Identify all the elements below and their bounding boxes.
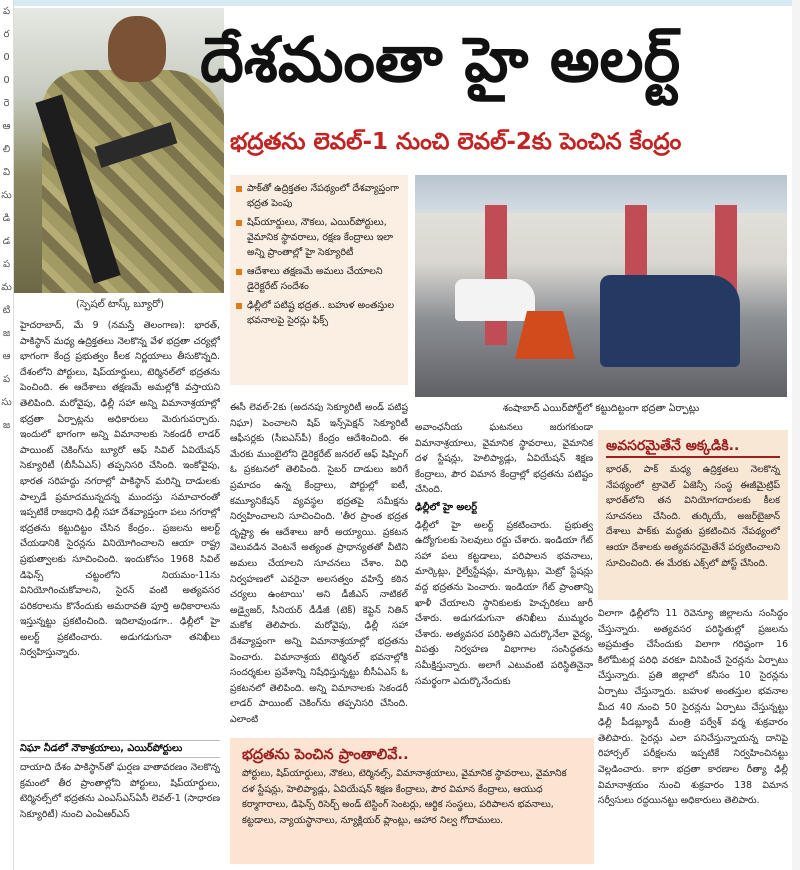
bullet-icon xyxy=(236,303,242,309)
advisory-title: అవసరమైతేనే అక్కడికి.. xyxy=(606,436,780,458)
strip-char: ప xyxy=(2,6,11,17)
strip-char: సు xyxy=(1,397,12,408)
strip-char: ర xyxy=(3,29,10,40)
paragraph: విలాగా ఢిల్లీలోని 11 రెవెన్యూ జిల్లాలను సంసిద్ధం చేస్తున్నారు. అత్యవసర పరిస్థితుల్లో ప్రజలను అప్రమత్తం చేసేందుకు విలాగా గరిష్ఠంగా 16 కిలోమీటర్ల పరిధి వరకూ వినిపించే సైరన్లను ఏర్పాటు చేస్తున్నారు. ప్రతి జిల్లాలో కనీసం 10 సైరన్లను ఏర్పాటు చేస్తున్నారు. బహుళ అంతస్తుల భవనాల మీద 40 నుంచి 50 సైరన్లను ఏర్పాటు చేస్తున్నట్టు ఢిల్లీ పీడబ్ల్యూడీ మంత్రి పర్వేశ్ వర్మ శుక్రవారం తెలిపారు. సైరన్లు ఎలా పనిచేస్తున్నాయన్న దానిపై రిహార్సల్ పరీక్షలను ఇప్పటికే నిర్వహించినట్టు వెల్లడించారు. కాగా భద్రతా కారణాల రీత్యా ఢిల్లీ విమానాశ్రయం నుంచి శుక్రవారం 138 విమాన సర్వీసులు రద్దయినట్టు అధికారులు తెలిపారు. xyxy=(598,608,788,807)
strip-char: జ xyxy=(2,328,11,339)
terminal-pillar xyxy=(485,205,507,345)
bullet-icon xyxy=(236,186,242,192)
strip-char: జ xyxy=(2,420,11,431)
byline: (స్పెషల్ టాస్క్ బ్యూరో) xyxy=(75,299,165,310)
strip-char: రె xyxy=(3,98,10,109)
strip-char: లి xyxy=(2,144,11,155)
paragraph: ఈసీ లెవల్-2కు (అదనపు సెక్యూరిటీ అండ్ పటిష్ట నిఘా) పెంచాలని షిప్ ఇన్స్‌పెక్షన్ సెక్యూరిటీ ఆఫీసర్లకు (సీఐఎస్‌పీ) కేంద్రం ఆదేశించింది. ఈ మేరకు ముంబైలోని డైరెక్టరేట్ జనరల్ ఆఫ్ షిప్పింగ్ ఓ ప్రకటనలో తెలిపింది. సైబర్ దాడులు జరిగే ప్రమాదం ఉన్న కేంద్రాలు, పోర్టుల్లో ఐటీ, కమ్యూనికేషన్ వ్యవస్థల భద్రతపై సమీక్షను నిర్వహించాలని సూచించింది. 'తీర ప్రాంత భద్రత దృష్ట్యా ఈ ఆదేశాలు జారీ అయ్యాయి. ప్రకటన వెలువడిన వెంటనే అత్యంత ప్రాధాన్యతతో వీటిని అమలు చేయాలని సూచనలు చేశాం. విధి నిర్వహణలో ఎవరైనా అలసత్వం వహిస్తే కఠిన చర్యలు ఉంటాయి' అని డీజీఎస్ నాటికల్ అడ్వైజర్, సీనియర్ డీడీజీ (టెక్) కెప్టెన్ నితిన్ మకోక తెలిపారు. మరోవైపు, ఢిల్లీ సహా దేశవ్యాప్తంగా అన్ని విమానాశ్రయాల్లో భద్రతను పెంచారు. విమానాశ్రయ టెర్మినల్ భవనాల్లోకి సందర్శకుల ప్రవేశాన్ని నిషేధిస్తున్నట్టు బీసీఏఎస్ ఓ ప్రకటనలో తెలిపింది. అన్ని విమానాలకు సెకండరీ లాడర్ పాయింట్ చెకింగ్‌ను తప్పనిసరి చేసింది. ఎలాంటి xyxy=(230,402,408,725)
places-text: పోర్టులు, షిప్‌యార్డులు, నౌకలు, టెర్మినల్స్, విమానాశ్రయాలు, వైమానిక స్థావరాలు, వైమానిక దళ స్టేషన్లు, హెలిప్యాడ్లు, ఏవియేషన్ శిక్షణ కేంద్రాలు, పౌర విమాన కేంద్రాలు, ఆయుధ కర్మాగారాలు, డిఫెన్స్ రిసెర్చ్ అండ్ టెస్టింగ్ సెంటర్లు, ఆర్థిక సంస్థలు, పరిపాలన భవనాలు, కట్టడాలు, న్యాయస్థానాలు, న్యూక్లియర్ ప్లాంట్లు, ఆహార నిల్వ గోదాములు. xyxy=(242,768,567,826)
strip-char: వి xyxy=(2,167,11,178)
soldier-head xyxy=(108,16,166,82)
article-column-1b xyxy=(20,760,220,864)
paragraph: అవాంఛనీయ ఘటనలు జరుగకుండా విమానాశ్రయాలు, వైమానిక స్థావరాలు, వైమానిక దళ స్టేషన్లు, హెలిప్యాడ్లు, ఏవియేషన్ శిక్షణ కేంద్రాలు, పౌర విమాన కేంద్రాల్లో భద్రతను పటిష్టం చేసింది. xyxy=(415,422,593,496)
paragraph: హైదరాబాద్, మే 9 (నమస్తే తెలంగాణ): భారత్, పాకిస్థాన్ మధ్య ఉద్రిక్తతలు నెలకొన్న వేళ భద్రతా చర్యల్లో భాగంగా కేంద్ర ప్రభుత్వం కీలక నిర్ణయాలు తీసుకొన్నది. దేశంలోని పోర్టులు, షిప్‌యార్డులు, టెర్మినల్‌లో భద్రతను పెంచింది. ఈ ఆదేశాలు తక్షణమే అమల్లోకి వస్తాయని తెలిపింది. మరోవైపు, ఢిల్లీ సహా అన్ని విమానాశ్రయాల్లో భద్రతా ఏర్పాట్లను అధికారులు మెరుగుపర్చారు. ఇందులో భాగంగా అన్ని విమానాలకు సెకండరీ లాడర్ పాయింట్ చెకింగ్‌ను బ్యూరో ఆఫ్ సివిల్ ఏవియేషన్ సెక్యూరిటీ (బీసీఏఎస్) తప్పనిసరి చేసింది. ఇంకోవైపు, భారత సరిహద్దు నగరాల్లో పాకిస్థాన్ మరిన్ని దాడులకు పాల్పడే ప్రమాదమున్నదన్న ముందస్తు సమాచారంతో ఇప్పటికే రాజధాని ఢిల్లీ సహా దేశవ్యాప్తంగా పలు నగరాల్లో భద్రతను కట్టుదిట్టం చేసిన కేంద్రం.. ప్రజలను అలర్ట్ చేయడానికి సైరన్లను వినియోగించాలని ఆయా రాష్ట్ర ప్రభుత్వాలకు సూచించింది. ఇందుకోసం 1968 సివిల్ డిఫెన్స్ చట్టంలోని నియమం-11ను వినియోగించుకోవాలని, సైరన్ వంటి అత్యవసర పరికరాలను కొనేందుకు అమరావతి పూర్తి అధికారాలను ఇస్తున్నట్టు ప్రకటించింది. ఇదిలావుండగా.. ఢిల్లీలో హై అలర్ట్ ప్రకటించారు. అడుగడుగునా తనిఖీలు నిర్వహిస్తున్నారు. xyxy=(20,320,220,659)
security-vehicle-white xyxy=(455,279,535,321)
strip-char: ఆ xyxy=(2,351,11,362)
airport-photo xyxy=(415,175,787,397)
article-column-1 xyxy=(20,318,220,738)
strip-char: మ xyxy=(1,282,12,293)
headline: దేశమంతా హై అలర్ట్ xyxy=(200,23,681,96)
strip-char: 0 xyxy=(3,75,10,86)
soldier-photo xyxy=(14,8,224,293)
subheadline: భద్రతను లెవల్-1 నుంచి లెవల్-2కు పెంచిన కేంద్రం xyxy=(230,129,682,155)
strip-char: 0 xyxy=(3,52,10,63)
section-subheading: నిఘా నీడలో నౌకాశ్రయాలు, ఎయిర్‌పోర్టులు xyxy=(20,740,220,758)
highlight-item: పాక్‌తో ఉద్రిక్తతల నేపథ్యంలో దేశవ్యాప్తంగా భద్రత పెంపు xyxy=(236,181,402,211)
article-column-4 xyxy=(598,606,788,864)
strip-char: డి xyxy=(2,213,11,224)
highlight-item: ఢిల్లీలో పటిష్ట భద్రత.. బహుళ అంతస్తుల భవనాలపై సైరన్లు ఫిక్స్ xyxy=(236,298,402,328)
photo-caption: శంషాబాద్ ఎయిర్‌పోర్ట్‌లో కట్టుదిట్టంగా భద్రతా ఏర్పాట్లు xyxy=(502,403,700,414)
paragraph: దాయాది దేశం పాకిస్థాన్‌తో ఘర్షణ వాతావరణం నెలకొన్న క్రమంలో తీర ప్రాంతాల్లోని పోర్టులు, షిప్‌యార్డులు, టెర్మినల్స్‌లో భద్రతను ఎంఎస్‌ఎస్‌ఏసీ లెవల్-1 (సాధారణ సెక్యూరిటీ) నుంచి ఎంఏఆర్‌ఎస్ xyxy=(20,762,220,820)
strip-char: డ xyxy=(2,236,11,247)
top-rule xyxy=(0,0,800,6)
section-subheading: ఢిల్లీలో హై అలర్ట్ xyxy=(415,501,478,513)
places-title: భద్రతను పెంచిన ప్రాంతాలివే.. xyxy=(242,747,409,763)
strip-char: ప xyxy=(2,374,11,385)
highlight-item: ఆదేశాలు తక్షణమే అమలు చేయాలని డైరెక్టరేట్ సందేశం xyxy=(236,264,402,294)
strip-char: ఆ xyxy=(2,121,11,132)
security-vehicle-blue xyxy=(600,275,740,367)
places-box xyxy=(230,738,594,864)
strip-char: టి xyxy=(2,305,11,316)
strip-char: సు xyxy=(1,190,12,201)
right-edge-strip xyxy=(792,0,800,870)
advisory-text: భారత్, పాక్ మధ్య ఉద్రిక్తతలు నెలకొన్న నేపథ్యంలో ట్రావెల్ ఏజెన్సీ సంస్థ ఈజీమైట్రిప్ భారత్‌లోని తన వినియోగదారులకు కీలక సూచనలు చేసింది. తుర్కియే, అజర్‌బైజాన్ దేశాలు పాక్‌కు మద్దతు ప్రకటించిన నేపథ్యంలో ఆయా దేశాలకు అత్యవసరమైతేనే పర్యటించాలని సూచించింది. ఈ మేరకు ఎక్స్‌లో పోస్ట్ చేసింది. xyxy=(606,464,780,569)
strip-char: ప xyxy=(2,259,11,270)
paragraph: ఢిల్లీలో హై అలర్ట్ ప్రకటించారు. ప్రభుత్వ ఉద్యోగులకు సెలవులు రద్దు చేశారు. ఇండియా గేట్ సహా పలు కట్టడాలు, పరిపాలన భవనాలు, మార్కెట్లు, రైల్వేస్టేషన్లు, మార్కెట్లు, మెట్రో స్టేషన్లు వద్ద భద్రతను పెంచారు. ఇండియా గేట్ ప్రాంతాన్ని ఖాళీ చేయాలని స్థానికులకు హెచ్చరికలు జారీ చేశారు. అడుగడుగునా తనిఖీలు ముమ్మరం చేశారు. అత్యవసర పరిస్థితిని ఎదుర్కొనేలా వైద్య, విపత్తు నిర్వహణ విభాగాల సంసిద్ధతను సమీక్షిస్తున్నారు. అలాగే ఎటువంటి పరిస్థితినైనా సమర్థంగా ఎదుర్కొనేందుకు xyxy=(415,519,593,687)
left-column-strip xyxy=(0,0,14,870)
bullet-icon xyxy=(236,269,242,275)
article-column-2 xyxy=(230,400,408,740)
highlight-item: షిప్‌యార్డులు, నౌకలు, ఎయిర్‌పోర్టులు, వైమానిక స్థావరాలు, రక్షణ కేంద్రాలు ఇలా అన్ని ప్రాంతాల్లో హై సెక్యూరిటీ xyxy=(236,215,402,260)
article-column-3 xyxy=(415,420,593,750)
bullet-icon xyxy=(236,220,242,226)
advisory-box xyxy=(598,430,788,600)
highlights-box xyxy=(230,175,408,385)
